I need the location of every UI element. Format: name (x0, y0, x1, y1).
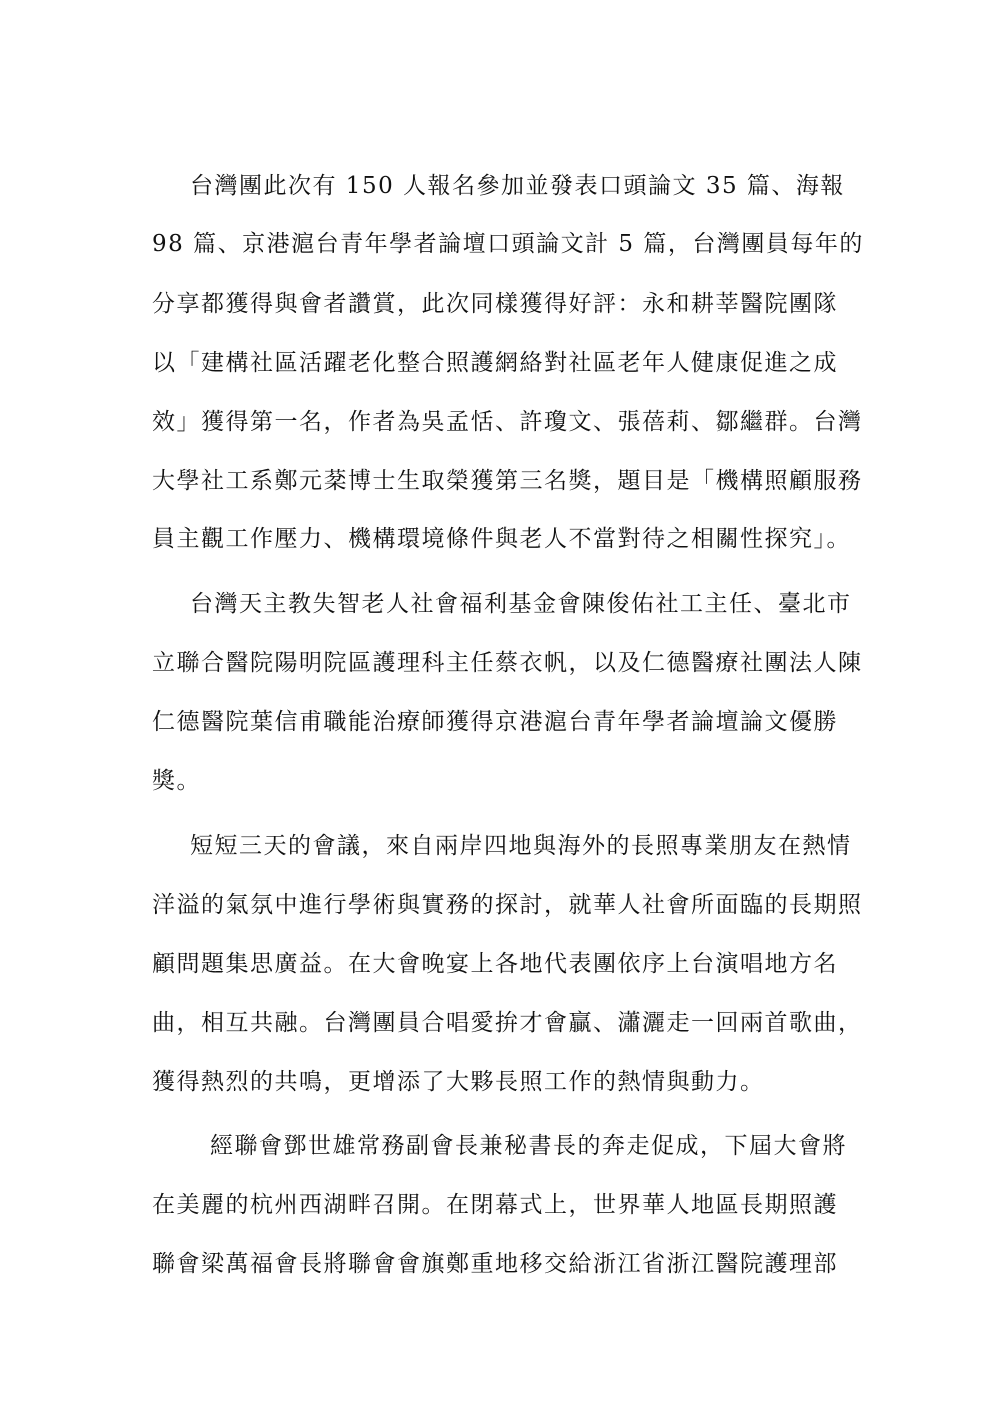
paragraph-1-line-2: 98 篇、京港滬台青年學者論壇口頭論文計 5 篇，台灣團員每年的 (152, 231, 864, 257)
paragraph-3-line-1: 短短三天的會議，來自兩岸四地與海外的長照專業朋友在熱情 (190, 833, 852, 859)
paragraph-2-line-4: 獎。 (152, 768, 201, 794)
paragraph-4-line-3: 聯會梁萬福會長將聯會會旗鄭重地移交給浙江省浙江醫院護理部 (152, 1251, 838, 1277)
paragraph-4-line-1: 經聯會鄧世雄常務副會長兼秘書長的奔走促成，下屆大會將 (210, 1133, 847, 1159)
paragraph-1-line-1: 台灣團此次有 150 人報名參加並發表口頭論文 35 篇、海報 (190, 173, 845, 199)
paragraph-1-line-3: 分享都獲得與會者讚賞，此次同樣獲得好評：永和耕莘醫院團隊 (152, 291, 838, 317)
paragraph-4-line-2: 在美麗的杭州西湖畔召開。在閉幕式上，世界華人地區長期照護 (152, 1192, 838, 1218)
paragraph-3-line-4: 曲，相互共融。台灣團員合唱愛拚才會贏、瀟灑走一回兩首歌曲， (152, 1010, 863, 1036)
paragraph-3-line-3: 顧問題集思廣益。在大會晚宴上各地代表團依序上台演唱地方名 (152, 951, 838, 977)
paragraph-2-line-3: 仁德醫院葉信甫職能治療師獲得京港滬台青年學者論壇論文優勝 (152, 709, 838, 735)
paragraph-1-line-4: 以「建構社區活躍老化整合照護網絡對社區老年人健康促進之成 (152, 350, 838, 376)
paragraph-2-line-1: 台灣天主教失智老人社會福利基金會陳俊佑社工主任、臺北市 (190, 591, 852, 617)
paragraph-2-line-2: 立聯合醫院陽明院區護理科主任蔡衣帆，以及仁德醫療社團法人陳 (152, 650, 863, 676)
paragraph-1-line-6: 大學社工系鄭元棻博士生取榮獲第三名獎，題目是「機構照顧服務 (152, 468, 863, 494)
paragraph-3-line-2: 洋溢的氣氛中進行學術與實務的探討，就華人社會所面臨的長期照 (152, 892, 863, 918)
paragraph-1-line-5: 效」獲得第一名，作者為吳孟恬、許瓊文、張蓓莉、鄒繼群。台灣 (152, 409, 863, 435)
paragraph-1-line-7: 員主觀工作壓力、機構環境條件與老人不當對待之相關性探究」。 (152, 526, 851, 552)
paragraph-3-line-5: 獲得熱烈的共鳴，更增添了大夥長照工作的熱情與動力。 (152, 1069, 765, 1095)
